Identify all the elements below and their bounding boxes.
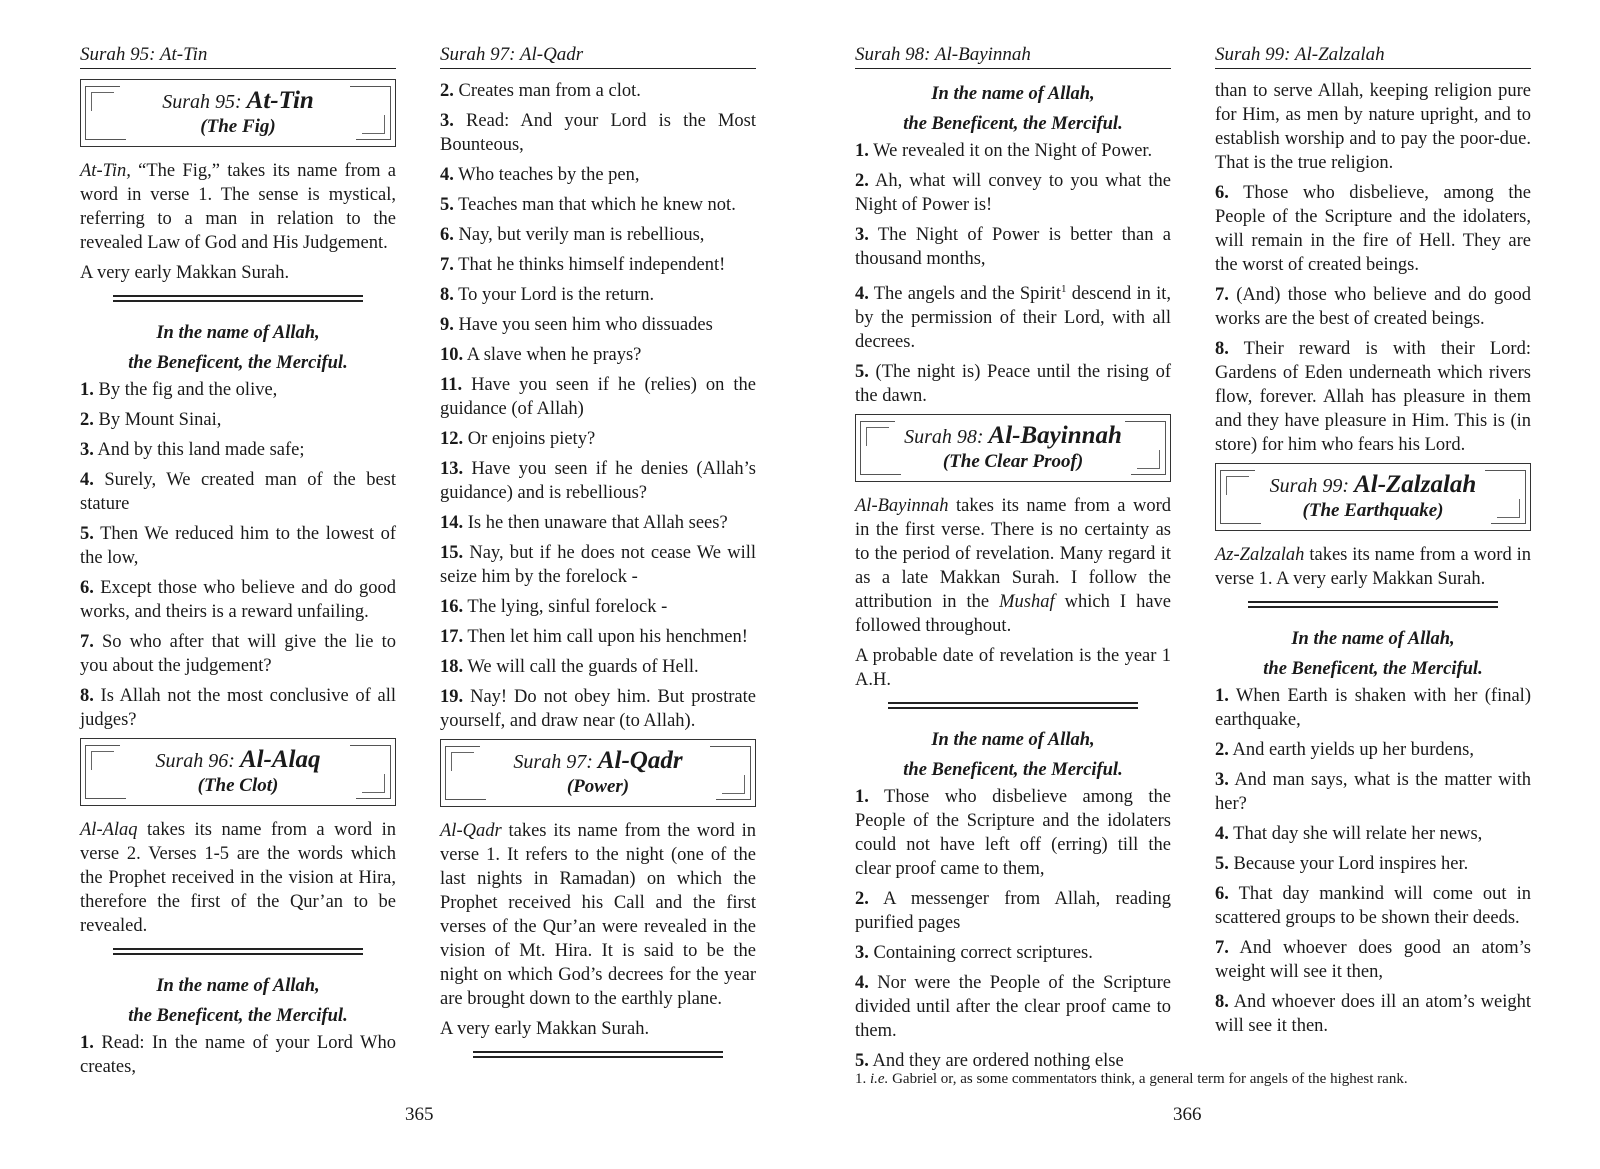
verse-number: 3. xyxy=(855,943,869,964)
verse-text: Containing correct scriptures. xyxy=(868,943,1093,964)
verse xyxy=(440,685,756,733)
verse-text: That he thinks himself independent! xyxy=(453,255,726,275)
verse-number: 4. xyxy=(1215,824,1229,844)
verse-number: 2. xyxy=(80,410,94,430)
ornament-icon xyxy=(85,129,126,140)
intro-em: Al-Qadr xyxy=(440,821,502,841)
verse-number: 15. xyxy=(440,543,464,563)
intro-text: takes its name from a word in verse 2. Verses 1-5 are the words which the Prophet received in the vision at Hira, therefore the first of the Qur’an to be revealed. xyxy=(80,820,396,936)
verse xyxy=(1215,738,1531,762)
verse xyxy=(1215,337,1531,457)
verse-text: Their reward is with their Lord: Gardens of Eden underneath which rivers flow, forever. Allah has pleasure in them and they have pleasure in Him. This is (in store) for him who fears his Lord. xyxy=(1215,339,1531,455)
bismillah-2: the Beneficent, the Merciful. xyxy=(1263,659,1483,679)
verse-text: descend in it, by the permission of their Lord, with all decrees. xyxy=(855,284,1171,353)
verse-number: 5. xyxy=(855,362,869,383)
verse xyxy=(440,313,756,337)
verse xyxy=(440,79,756,103)
verse xyxy=(80,684,396,732)
verse xyxy=(855,785,1171,881)
verse xyxy=(440,541,756,589)
verse xyxy=(440,109,756,157)
verse xyxy=(855,277,1171,354)
bismillah-2: the Beneficent, the Merciful. xyxy=(903,114,1123,134)
page-number-left: 365 xyxy=(405,1104,434,1125)
verse-number: 18. xyxy=(440,657,464,677)
verse-text: Then let him call upon his henchmen! xyxy=(463,627,748,647)
verse-number: 8. xyxy=(440,285,454,305)
surah-name: Al-Alaq xyxy=(239,746,321,773)
intro-paragraph xyxy=(1215,543,1531,591)
verse-number: 8. xyxy=(80,686,94,706)
surah-meaning: (The Earthquake) xyxy=(1302,500,1444,521)
verse xyxy=(855,971,1171,1043)
surah-title-box xyxy=(855,414,1171,482)
verse-number: 8. xyxy=(1215,992,1229,1012)
verse-text: We will call the guards of Hell. xyxy=(463,657,699,677)
verse-number: 3. xyxy=(855,225,869,245)
verse xyxy=(440,163,756,187)
verse-number: 2. xyxy=(440,81,454,101)
verse-text: (The night is) Peace until the rising of the dawn. xyxy=(855,362,1171,407)
verse xyxy=(440,253,756,277)
verse-number: 10. xyxy=(440,345,464,365)
verse-number: 6. xyxy=(1215,183,1229,203)
verse-number: 4. xyxy=(80,470,94,490)
divider xyxy=(113,948,363,955)
verse xyxy=(855,223,1171,271)
verse-text: Nor were the People of the Scripture divided until after the clear proof came to them. xyxy=(855,973,1171,1042)
ornament-icon xyxy=(1220,513,1261,524)
verse-list xyxy=(80,378,396,732)
verse-text: Or enjoins piety? xyxy=(463,429,596,449)
verse-text: Is Allah not the most conclusive of all judges? xyxy=(80,686,396,730)
verse-text: And whoever does good an atom’s weight will see it then, xyxy=(1215,938,1531,982)
verse-text: Ah, what will convey to you what the Night of Power is! xyxy=(855,171,1171,215)
verse xyxy=(855,169,1171,217)
verse-number: 17. xyxy=(440,627,464,647)
verse-number: 6. xyxy=(1215,884,1229,904)
ornament-icon xyxy=(860,464,901,475)
verse-text: And man says, what is the matter with her? xyxy=(1215,770,1531,814)
divider xyxy=(888,702,1138,709)
surah-meaning: (Power) xyxy=(566,776,630,797)
verse-text: That day mankind will come out in scattered groups to be shown their deeds. xyxy=(1215,884,1531,928)
verse-number: 2. xyxy=(855,171,869,191)
verse-number: 11. xyxy=(440,375,463,395)
verse xyxy=(1215,181,1531,277)
verse-number: 5. xyxy=(80,524,94,544)
verse xyxy=(440,223,756,247)
intro-paragraph xyxy=(440,819,756,1011)
bismillah-1: In the name of Allah, xyxy=(156,976,320,996)
verse-list xyxy=(440,79,756,733)
verse-number: 7. xyxy=(440,255,454,275)
verse-text: Then We reduced him to the lowest of the low, xyxy=(80,524,396,568)
verse-text: Surely, We created man of the best stature xyxy=(80,470,396,514)
column-3 xyxy=(855,44,1171,1079)
verse-text: Is he then unaware that Allah sees? xyxy=(463,513,728,533)
verse xyxy=(1215,852,1531,876)
surah-prefix: Surah 97: xyxy=(513,751,593,773)
surah-title-box xyxy=(80,738,396,806)
verse xyxy=(1215,882,1531,930)
verse-text: Except those who believe and do good works, and theirs is a reward unfailing. xyxy=(80,578,396,622)
ornament-icon xyxy=(85,788,126,799)
verse-number: 4. xyxy=(855,973,869,994)
verse xyxy=(855,941,1171,965)
intro-paragraph-2: A very early Makkan Surah. xyxy=(440,1019,650,1039)
verse-text: Those who disbelieve among the People of the Scripture and the idolaters could not have left off (erring) till the clear proof came to them, xyxy=(855,787,1171,880)
ornament-icon xyxy=(356,746,391,799)
surah-title-box xyxy=(1215,463,1531,531)
verse-text: Have you seen if he denies (Allah’s guidance) and is rebellious? xyxy=(440,459,756,503)
surah-meaning: (The Fig) xyxy=(200,116,276,137)
verse-number: 1. xyxy=(855,141,869,161)
ornament-icon xyxy=(445,789,486,800)
verse xyxy=(440,193,756,217)
surah-name: Al-Qadr xyxy=(597,747,683,774)
intro-paragraph-2: A probable date of revelation is the year 1 A.H. xyxy=(855,646,1171,691)
verse-number: 16. xyxy=(440,597,464,617)
verse xyxy=(80,408,396,432)
verse-number: 7. xyxy=(1215,285,1229,305)
verse-number: 4. xyxy=(855,284,869,305)
verse-number: 9. xyxy=(440,315,454,335)
verse-text: To your Lord is the return. xyxy=(453,285,655,305)
intro-paragraph xyxy=(80,818,396,938)
verse xyxy=(855,139,1171,163)
verse-number: 7. xyxy=(1215,938,1229,958)
verse-text: So who after that will give the lie to you about the judgement? xyxy=(80,632,396,676)
intro-paragraph xyxy=(80,159,396,255)
verse-number: 2. xyxy=(1215,740,1229,760)
verse-text: The lying, sinful forelock - xyxy=(463,597,668,617)
verse-number: 6. xyxy=(80,578,94,598)
intro-text: takes its name from a word in verse 1. A very early Makkan Surah. xyxy=(1215,545,1531,589)
intro-text: which I have followed throughout. xyxy=(855,592,1172,637)
verse-text: Have you seen if he (relies) on the guidance (of Allah) xyxy=(440,375,756,419)
intro-em: Al-Alaq xyxy=(80,820,138,840)
verse xyxy=(440,457,756,505)
verse-number: 5. xyxy=(1215,854,1229,874)
verse-text: When Earth is shaken with her (final) earthquake, xyxy=(1215,686,1531,730)
verse-text: Creates man from a clot. xyxy=(453,81,641,101)
verse-list xyxy=(855,785,1171,1073)
ornament-icon xyxy=(1131,422,1166,475)
ornament-icon xyxy=(1491,471,1526,524)
verse-continuation: than to serve Allah, keeping religion pure for Him, as men by nature upright, and to establish worship and to pay the poor-due. That is the true religion. xyxy=(1215,81,1531,173)
verse-number: 3. xyxy=(80,440,94,460)
verse-text: Read: And your Lord is the Most Bounteous, xyxy=(440,111,756,155)
verse xyxy=(440,373,756,421)
verse-text: Nay! Do not obey him. But prostrate yourself, and draw near (to Allah). xyxy=(440,687,756,731)
verse xyxy=(440,427,756,451)
verse xyxy=(440,595,756,619)
page-number-right: 366 xyxy=(1173,1104,1202,1125)
verse xyxy=(80,438,396,462)
verse-number: 1. xyxy=(80,380,94,400)
verse xyxy=(1215,822,1531,846)
verse-text: Nay, but verily man is rebellious, xyxy=(453,225,705,245)
verse-text: The Night of Power is better than a thousand months, xyxy=(855,225,1171,269)
intro-paragraph xyxy=(855,494,1171,638)
verse-text: The angels and the Spirit xyxy=(868,284,1062,305)
intro-em: Mushaf xyxy=(999,592,1055,613)
footnote-marker: 1 xyxy=(1061,283,1067,295)
verse-text: Those who disbelieve, among the People of the Scripture and the idolaters, will remain in the fire of Hell. They are the worst of created beings. xyxy=(1215,183,1531,275)
verse xyxy=(440,625,756,649)
intro-paragraph-2: A very early Makkan Surah. xyxy=(80,263,290,283)
intro-em: Az-Zalzalah xyxy=(1215,545,1305,565)
verse xyxy=(1215,768,1531,816)
surah-name: Al-Bayinnah xyxy=(988,422,1122,450)
verse-number: 12. xyxy=(440,429,464,449)
running-header: Surah 98: Al-Bayinnah xyxy=(855,44,1171,69)
verse xyxy=(440,343,756,367)
verse-text: Teaches man that which he knew not. xyxy=(453,195,736,215)
bismillah-1: In the name of Allah, xyxy=(931,84,1095,104)
verse-text: That day she will relate her news, xyxy=(1228,824,1483,844)
verse xyxy=(80,522,396,570)
verse-text: Because your Lord inspires her. xyxy=(1228,854,1469,874)
verse-list xyxy=(1215,684,1531,1038)
intro-text: takes its name from a word in the first verse. There is no certainty as to the period of revelation. Many regard it as a late Makkan Surah. I follow the attribution in the xyxy=(855,496,1171,613)
surah-prefix: Surah 95: xyxy=(162,91,242,113)
verse xyxy=(440,283,756,307)
verse-text: Nay, but if he does not cease We will seize him by the forelock - xyxy=(440,543,756,587)
column-2 xyxy=(440,44,756,1074)
surah-name: At-Tin xyxy=(246,87,314,114)
verse xyxy=(1215,990,1531,1038)
verse-number: 5. xyxy=(855,1051,869,1072)
running-header: Surah 99: Al-Zalzalah xyxy=(1215,44,1531,69)
verse-number: 1. xyxy=(1215,686,1229,706)
verse xyxy=(440,511,756,535)
verse-text: And whoever does ill an atom’s weight will see it then. xyxy=(1215,992,1531,1036)
bismillah-2: the Beneficent, the Merciful. xyxy=(903,760,1123,781)
verse-number: 3. xyxy=(440,111,454,131)
bismillah-1: In the name of Allah, xyxy=(156,323,320,343)
verse-text: A messenger from Allah, reading purified pages xyxy=(855,889,1171,934)
running-header: Surah 97: Al-Qadr xyxy=(440,44,756,69)
verse-text: (And) those who believe and do good works are the best of created beings. xyxy=(1215,285,1531,329)
intro-em: At-Tin, xyxy=(80,161,131,181)
surah-meaning: (The Clear Proof) xyxy=(942,451,1084,473)
intro-em: Al-Bayinnah xyxy=(855,496,949,517)
column-4 xyxy=(1215,44,1531,1044)
surah-prefix: Surah 98: xyxy=(904,426,984,449)
footnote-text: Gabriel or, as some commentators think, a general term for angels of the highest rank. xyxy=(888,1071,1408,1087)
verse-text: By the fig and the olive, xyxy=(93,380,278,400)
verse-text: Read: In the name of your Lord Who creates, xyxy=(80,1033,396,1077)
verse-list xyxy=(1215,181,1531,457)
surah-prefix: Surah 96: xyxy=(155,750,235,772)
verse xyxy=(1215,936,1531,984)
bismillah-1: In the name of Allah, xyxy=(931,730,1095,751)
verse xyxy=(80,468,396,516)
verse-text: By Mount Sinai, xyxy=(93,410,222,430)
footnote-em: i.e. xyxy=(870,1071,889,1087)
verse xyxy=(80,630,396,678)
ornament-icon xyxy=(716,747,751,800)
verse-number: 8. xyxy=(1215,339,1229,359)
surah-prefix: Surah 99: xyxy=(1269,475,1350,497)
bismillah-1: In the name of Allah, xyxy=(1291,629,1455,649)
verse-number: 2. xyxy=(855,889,869,910)
ornament-icon xyxy=(356,87,391,140)
verse-text: And earth yields up her burdens, xyxy=(1228,740,1474,760)
divider xyxy=(1248,601,1498,608)
bismillah-2: the Beneficent, the Merciful. xyxy=(128,1006,348,1026)
verse-text: A slave when he prays? xyxy=(463,345,642,365)
verse xyxy=(855,887,1171,935)
verse-number: 5. xyxy=(440,195,454,215)
intro-text: “The Fig,” takes its name from a word in verse 1. The sense is mystical, referring to a man in relation to the revealed Law of God and His Judgement. xyxy=(80,161,396,253)
verse-number: 4. xyxy=(440,165,454,185)
verse xyxy=(1215,283,1531,331)
verse-number: 13. xyxy=(440,459,464,479)
surah-name: Al-Zalzalah xyxy=(1354,471,1477,498)
divider xyxy=(473,1051,723,1058)
verse-text: And by this land made safe; xyxy=(93,440,305,460)
footnote xyxy=(855,1070,1535,1088)
verse xyxy=(855,360,1171,408)
verse-number: 1. xyxy=(80,1033,94,1053)
surah-title-box xyxy=(80,79,396,147)
verse-text: And they are ordered nothing else xyxy=(868,1051,1124,1072)
surah-title-box xyxy=(440,739,756,807)
divider xyxy=(113,295,363,302)
verse xyxy=(1215,684,1531,732)
verse xyxy=(80,576,396,624)
verse-text: Have you seen him who dissuades xyxy=(453,315,713,335)
bismillah-2: the Beneficent, the Merciful. xyxy=(128,353,348,373)
running-header: Surah 95: At-Tin xyxy=(80,44,396,69)
verse-number: 14. xyxy=(440,513,464,533)
verse xyxy=(80,378,396,402)
verse-number: 6. xyxy=(440,225,454,245)
verse-number: 1. xyxy=(855,787,869,808)
verse-number: 7. xyxy=(80,632,94,652)
intro-text: takes its name from the word in verse 1. It refers to the night (one of the last nights in Ramadan) on which the Prophet received his Call and the first verses of the Qur’an were revealed in the vision of Mt. Hira. It is said to be the night on which God’s decrees for the year are brought down to the earthly plane. xyxy=(440,821,756,1009)
verse-number: 19. xyxy=(440,687,464,707)
verse-text: Who teaches by the pen, xyxy=(453,165,640,185)
surah-meaning: (The Clot) xyxy=(197,775,279,796)
footnote-number: 1. xyxy=(855,1071,867,1087)
verse-text: We revealed it on the Night of Power. xyxy=(868,141,1153,161)
column-1 xyxy=(80,44,396,1085)
verse-number: 3. xyxy=(1215,770,1229,790)
verse xyxy=(80,1031,396,1079)
verse xyxy=(440,655,756,679)
